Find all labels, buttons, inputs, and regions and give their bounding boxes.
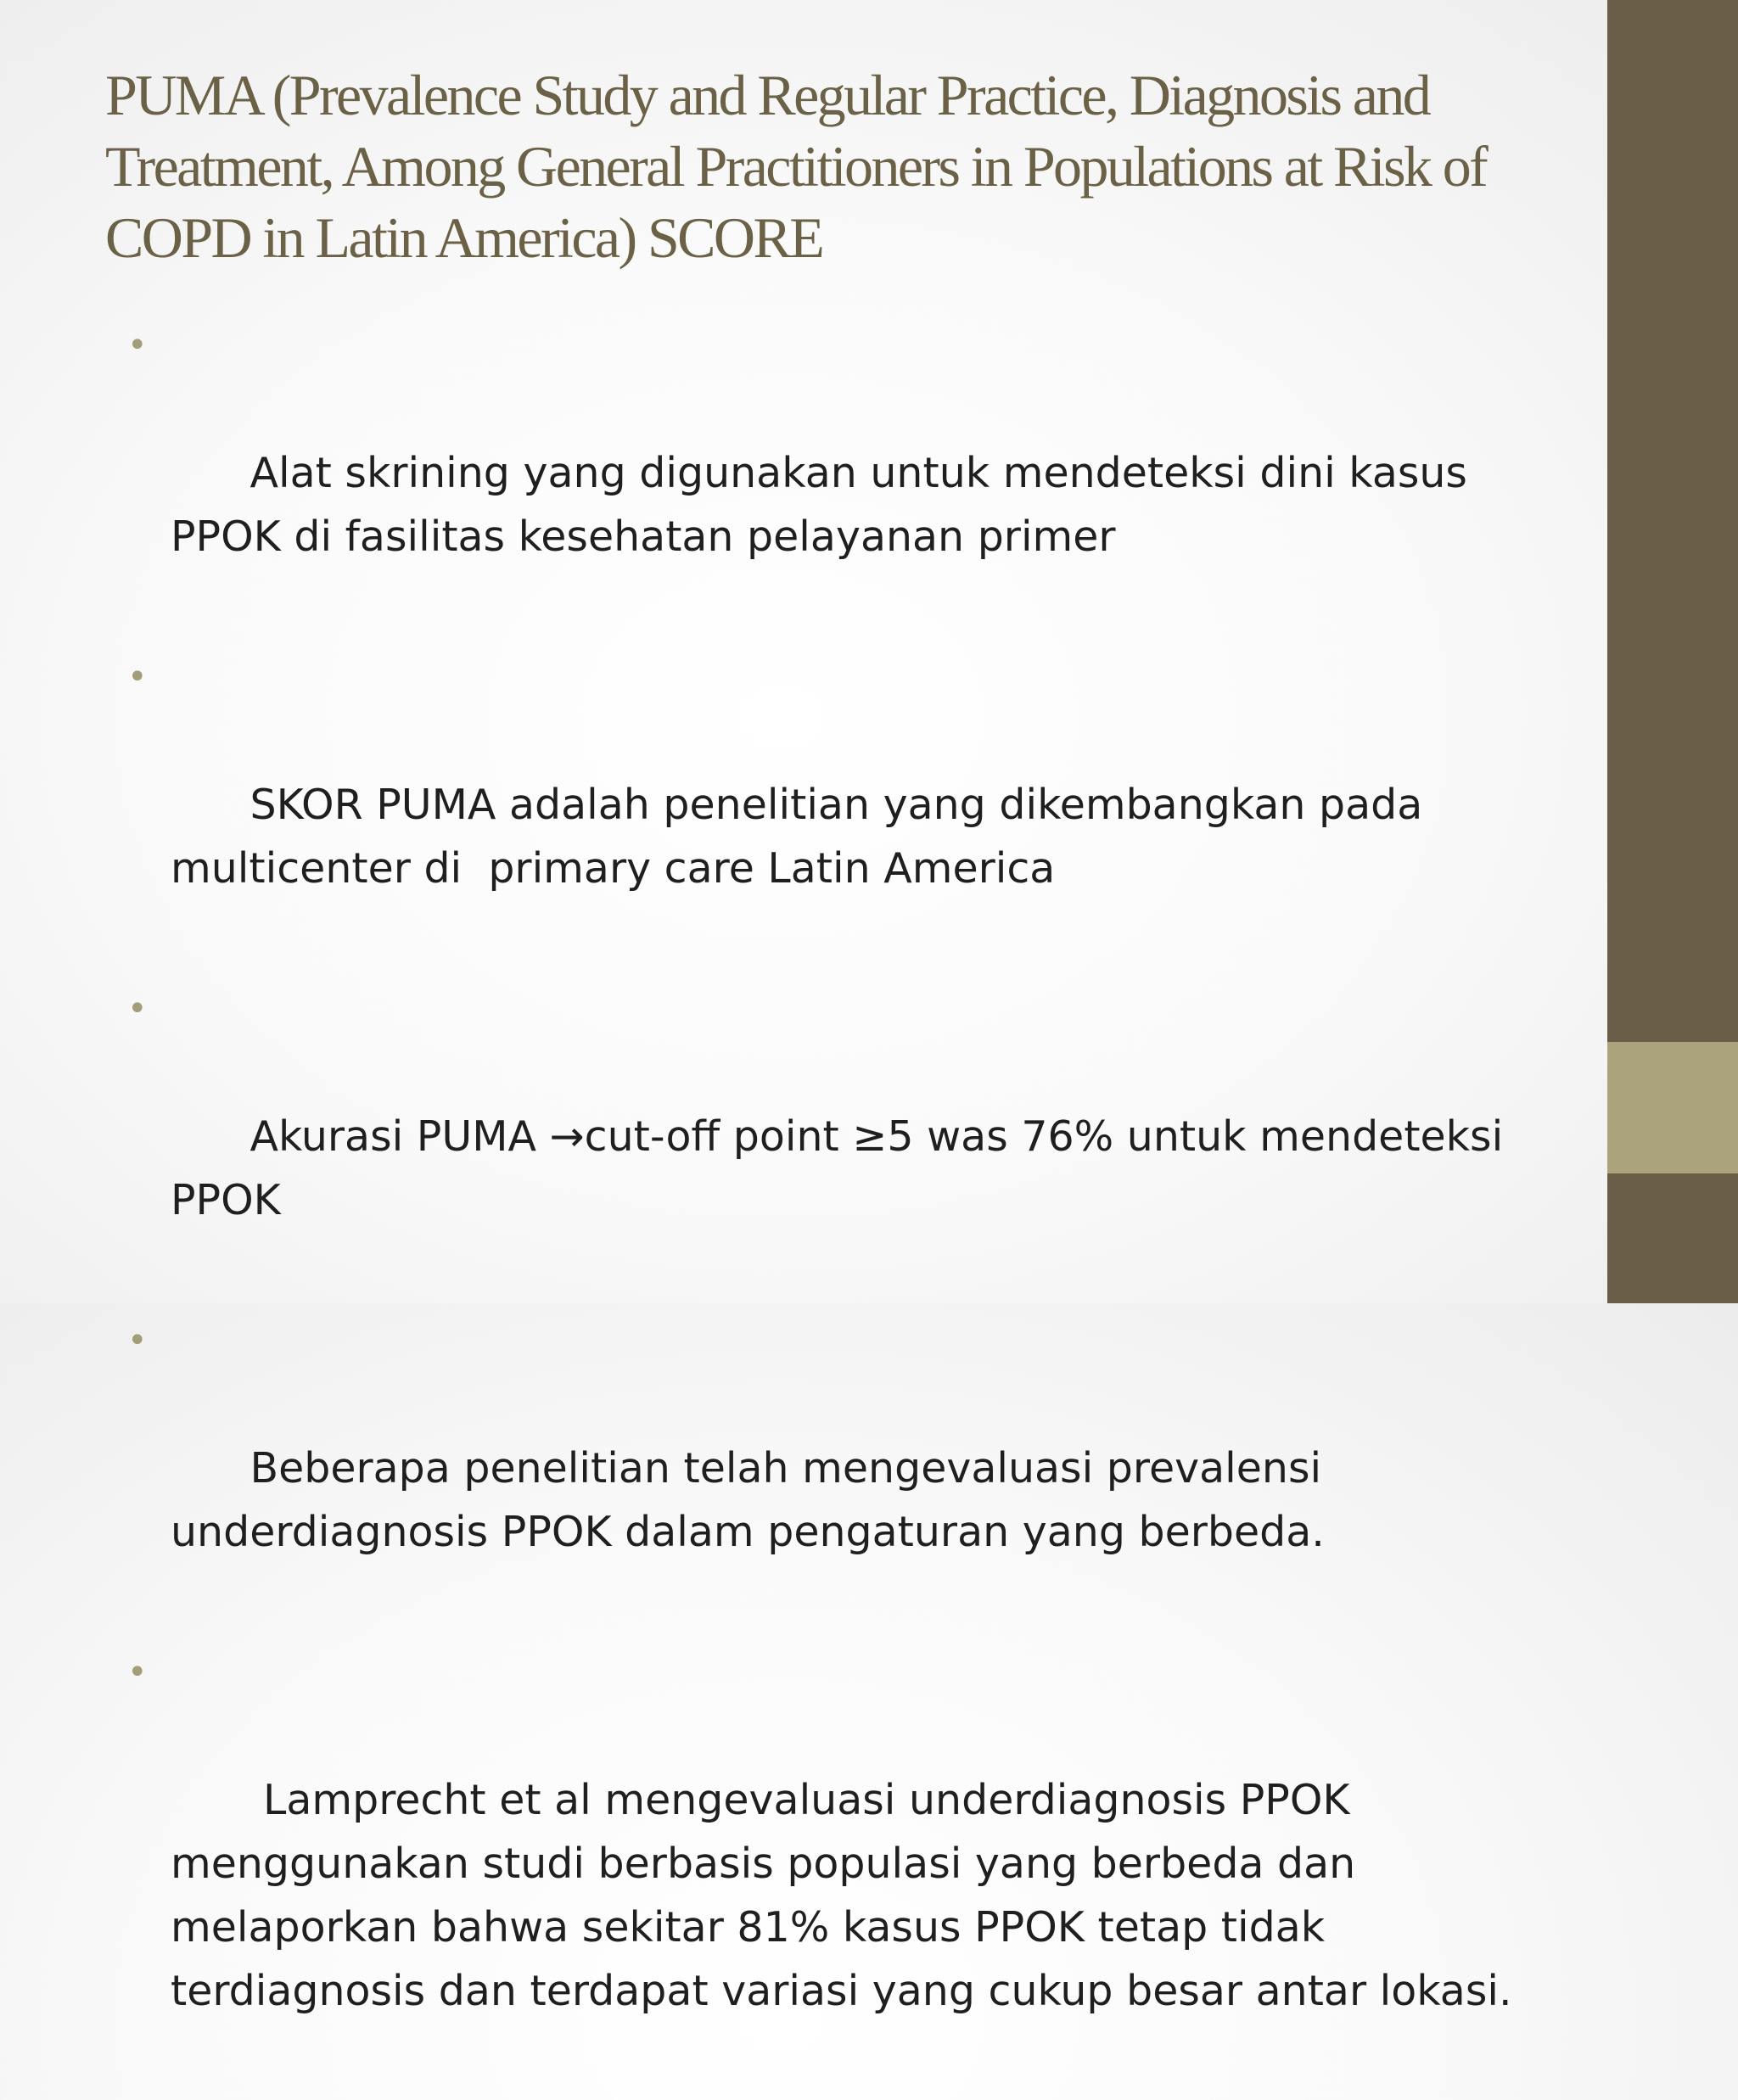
bullet-dot-icon: • <box>127 658 148 697</box>
bullet-text: Beberapa penelitian telah mengevaluasi prevalensi underdiagnosis PPOK dalam pengaturan yang berbeda. <box>171 1444 1335 1556</box>
bullet-dot-icon: • <box>127 1653 148 1692</box>
side-bar-accent <box>1607 1042 1738 1173</box>
bullet-dot-icon: • <box>127 1321 148 1360</box>
bullet-list <box>127 314 1528 2100</box>
bullet-item <box>127 646 1528 964</box>
bullet-text: Akurasi PUMA →cut-off point ≥5 was 76% untuk mendeteksi PPOK <box>171 1112 1517 1224</box>
bullet-item <box>127 977 1528 1296</box>
bullet-item <box>127 314 1528 632</box>
bullet-dot-icon: • <box>127 326 148 365</box>
bullet-item <box>127 1309 1528 1627</box>
slide-title: PUMA (Prevalence Study and Regular Practice, Diagnosis and Treatment, Among General Practitioners in Populations at Risk of COPD in Latin America) SCORE <box>105 63 1487 270</box>
bullet-text: Lamprecht et al mengevaluasi underdiagnosis PPOK menggunakan studi berbasis populasi yang berbeda dan melaporkan bahwa sekitar 81% kasus PPOK tetap tidak terdiagnosis dan terdapat variasi yang cukup besar antar lokasi. <box>171 1776 1512 2015</box>
bullet-text: Alat skrining yang digunakan untuk mendeteksi dini kasus PPOK di fasilitas kesehatan pelayanan primer <box>171 449 1481 561</box>
bullet-dot-icon: • <box>127 989 148 1028</box>
bullet-text: SKOR PUMA adalah penelitian yang dikembangkan pada multicenter di primary care Latin America <box>171 781 1436 893</box>
bullet-item <box>127 1641 1528 2086</box>
